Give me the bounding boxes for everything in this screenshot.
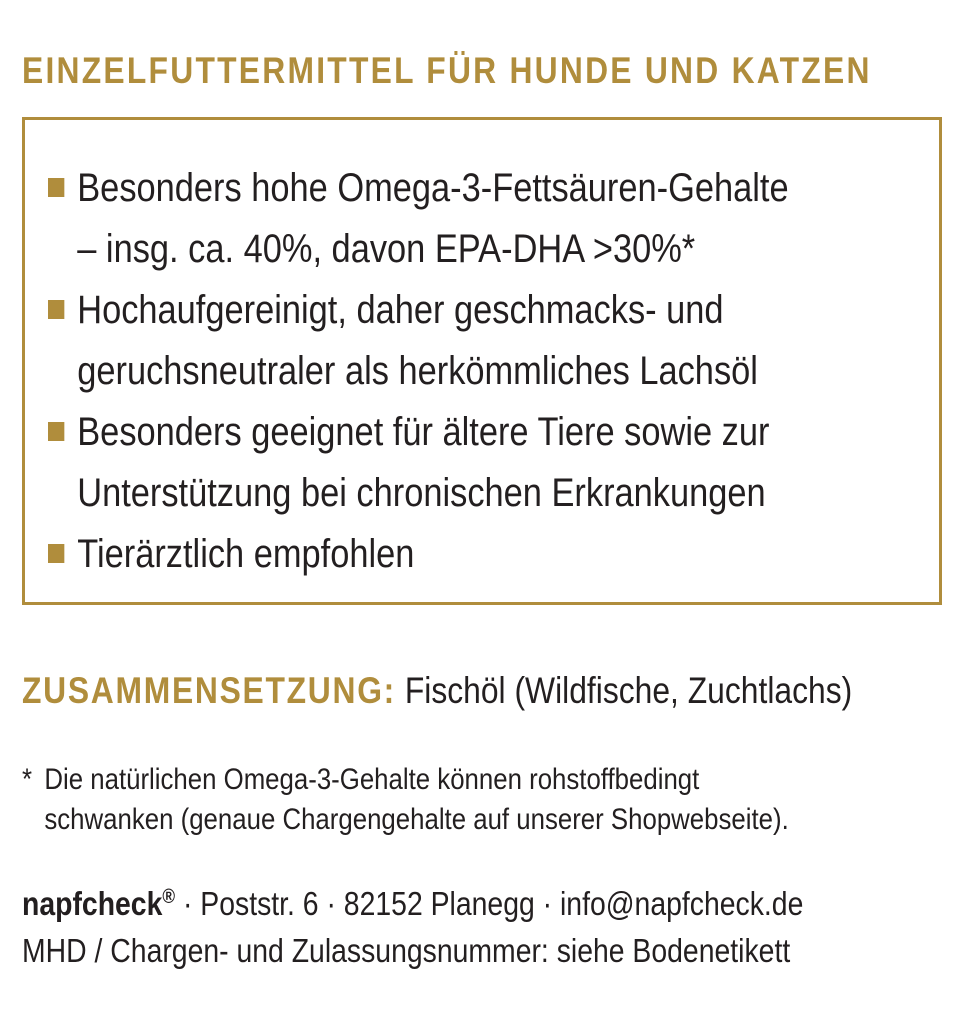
square-bullet-icon	[48, 544, 64, 563]
square-bullet-icon	[48, 178, 64, 197]
page-title: EINZELFUTTERMITTEL FÜR HUNDE UND KATZEN	[22, 50, 872, 91]
benefits-list	[48, 158, 948, 585]
address-line	[22, 872, 803, 929]
list-item-line: Besonders hohe Omega-3-Fettsäuren-Gehalte	[77, 166, 789, 210]
footnote-line: Die natürlichen Omega-3-Gehalte können rohstoffbedingt	[44, 763, 700, 796]
footnote-marker: *	[22, 763, 33, 796]
square-bullet-icon	[48, 300, 64, 319]
list-item-line: Tierärztlich empfohlen	[77, 532, 415, 576]
list-item-line: – insg. ca. 40%, davon EPA-DHA >30%*	[77, 227, 696, 271]
footnote	[22, 760, 789, 840]
square-bullet-icon	[48, 422, 64, 441]
address-details: · Poststr. 6 · 82152 Planegg · info@napfcheck.de	[175, 885, 804, 922]
list-item-line: Besonders geeignet für ältere Tiere sowie zur	[77, 410, 770, 454]
list-item-line: Hochaufgereinigt, daher geschmacks- und	[77, 288, 724, 332]
list-item-line: geruchsneutraler als herkömmliches Lachsöl	[77, 349, 758, 393]
mhd-line: MHD / Chargen- und Zulassungsnummer: siehe Bodenetikett	[22, 932, 791, 969]
composition	[22, 670, 852, 712]
footnote-line: schwanken (genaue Chargengehalte auf unserer Shopwebseite).	[44, 803, 789, 836]
list-item	[48, 524, 822, 585]
registered-mark: ®	[162, 886, 176, 908]
composition-label: ZUSAMMENSETZUNG:	[22, 670, 396, 711]
list-item	[48, 158, 822, 280]
list-item	[48, 280, 822, 402]
list-item	[48, 402, 822, 524]
list-item-line: Unterstützung bei chronischen Erkrankungen	[77, 471, 766, 515]
composition-value: Fischöl (Wildfische, Zuchtlachs)	[404, 670, 853, 711]
brand-name: napfcheck	[22, 885, 163, 922]
